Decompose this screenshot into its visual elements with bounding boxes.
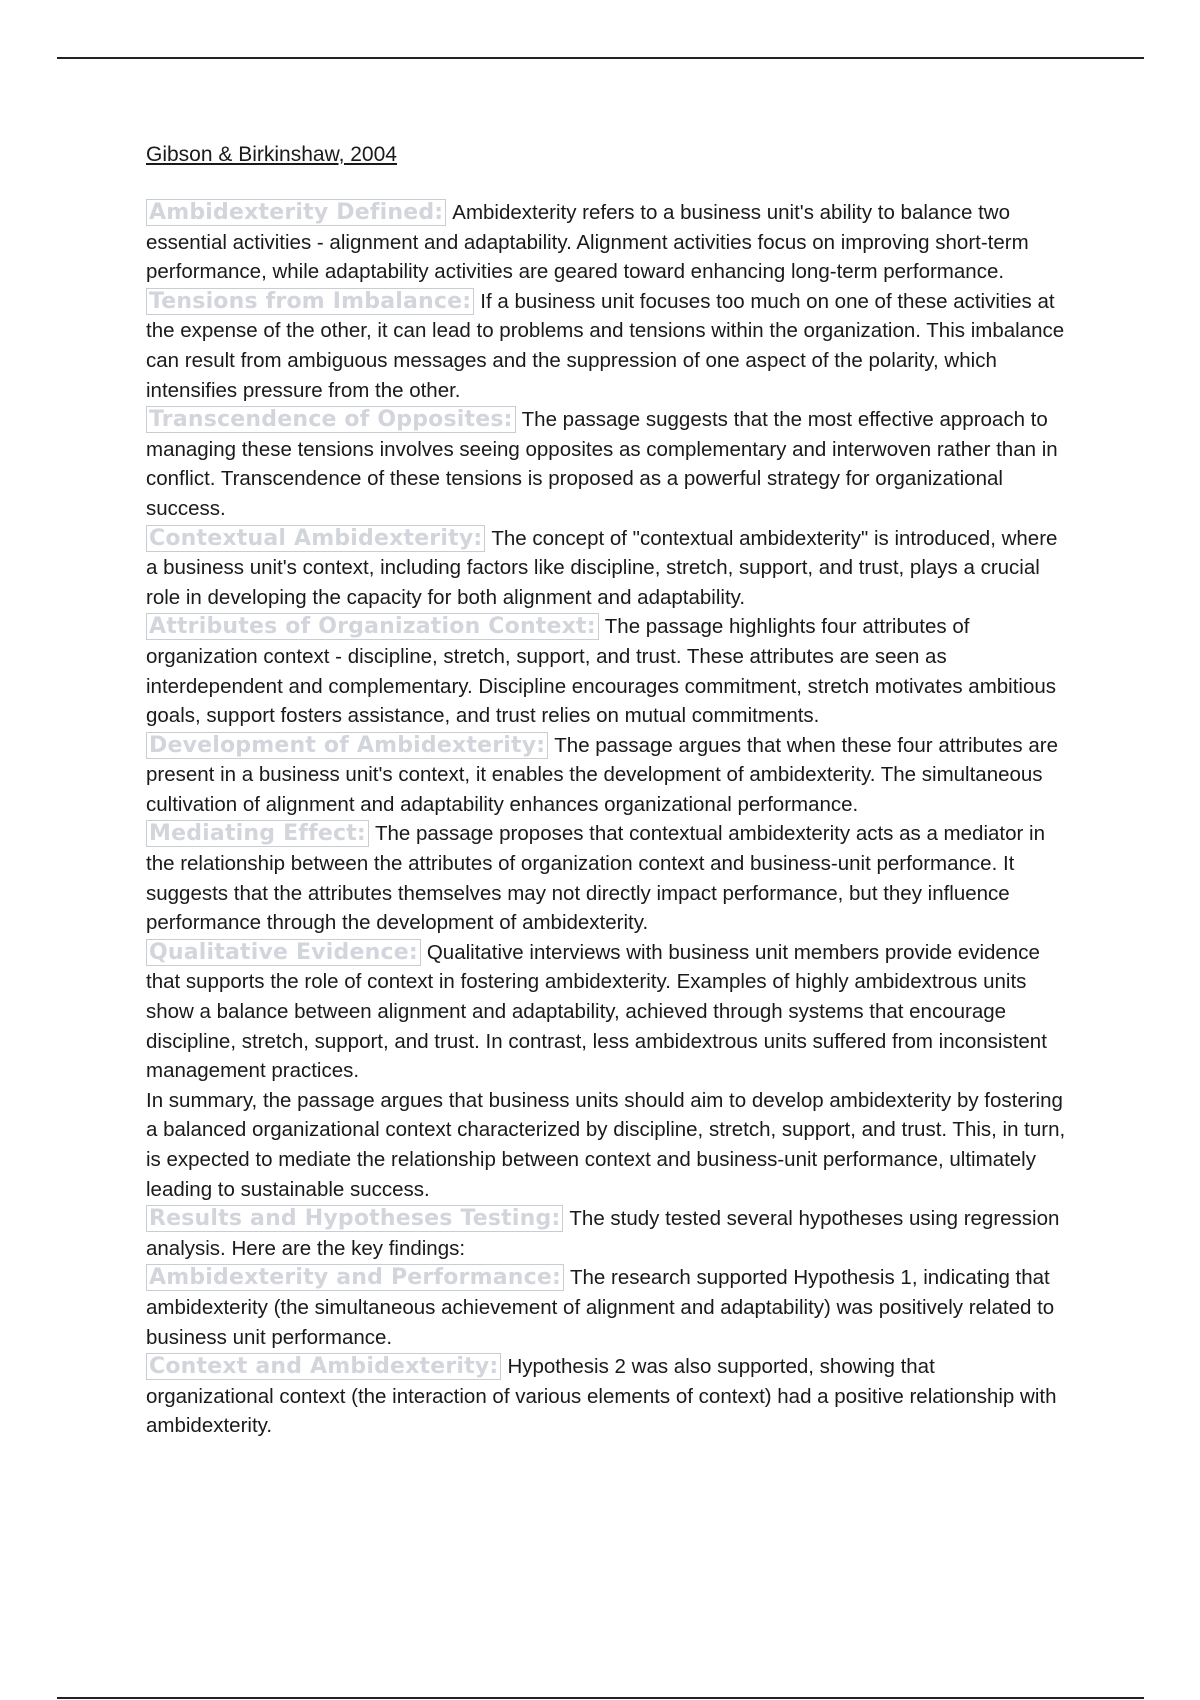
section-ambidexterity-defined (146, 198, 1066, 287)
section-heading: Context and Ambidexterity: (146, 1353, 501, 1380)
section-transcendence-of-opposites (146, 405, 1066, 523)
section-heading: Contextual Ambidexterity: (146, 525, 485, 552)
section-context-and-ambidexterity (146, 1352, 1066, 1441)
section-heading: Ambidexterity and Performance: (146, 1264, 564, 1291)
bottom-rule (57, 1697, 1144, 1699)
section-ambidexterity-and-performance (146, 1263, 1066, 1352)
section-text: Ambidexterity refers to a business unit's ability to balance two essential activities - alignment and adaptability. Alignment activities focus on improving short-term performance, while adaptability activities are geared toward enhancing long-term performance. (146, 201, 1029, 284)
section-text: The passage argues that when these four attributes are present in a business unit's context, it enables the development of ambidexterity. The simultaneous cultivation of alignment and adaptability enhances organizational performance. (146, 733, 1058, 816)
section-heading: Tensions from Imbalance: (146, 288, 474, 315)
section-attributes-of-organization-context (146, 612, 1066, 730)
section-heading: Results and Hypotheses Testing: (146, 1205, 563, 1232)
section-tensions-from-imbalance (146, 287, 1066, 405)
section-results-and-hypotheses-testing (146, 1204, 1066, 1263)
document-body (146, 140, 1066, 1441)
section-development-of-ambidexterity (146, 731, 1066, 820)
section-text: Qualitative interviews with business unit members provide evidence that supports the role of context in fostering ambidexterity. Examples of highly ambidextrous units show a balance between alignment and adaptability, achieved through systems that encourage discipline, stretch, support, and trust. In contrast, less ambidextrous units suffered from inconsistent management practices. (146, 940, 1047, 1083)
section-text: In summary, the passage argues that business units should aim to develop ambidexterity by fostering a balanced organizational context characterized by discipline, stretch, support, and trust. This, in turn, is expected to mediate the relationship between context and business-unit performance, ultimately leading to sustainable success. (146, 1088, 1066, 1201)
section-text: The study tested several hypotheses using regression analysis. Here are the key findings: (146, 1207, 1060, 1260)
section-text: The research supported Hypothesis 1, indicating that ambidexterity (the simultaneous achievement of alignment and adaptability) was positively related to business unit performance. (146, 1266, 1055, 1349)
section-text: The passage highlights four attributes of organization context - discipline, stretch, support, and trust. These attributes are seen as interdependent and complementary. Discipline encourages commitment, stretch motivates ambitious goals, support fosters assistance, and trust relies on mutual commitments. (146, 615, 1057, 728)
section-text: The concept of "contextual ambidexterity" is introduced, where a business unit's context, including factors like discipline, stretch, support, and trust, plays a crucial role in developing the capacity for both alignment and adaptability. (146, 526, 1058, 609)
section-heading: Ambidexterity Defined: (146, 199, 446, 226)
section-heading: Attributes of Organization Context: (146, 613, 599, 640)
section-text: Hypothesis 2 was also supported, showing that organizational context (the interaction of various elements of context) had a positive relationship with ambidexterity. (146, 1355, 1057, 1438)
section-text: The passage suggests that the most effective approach to managing these tensions involves seeing opposites as complementary and interwoven rather than in conflict. Transcendence of these tensions is proposed as a powerful strategy for organizational success. (146, 408, 1058, 520)
summary-paragraph (146, 1086, 1066, 1204)
top-rule (57, 57, 1144, 59)
section-qualitative-evidence (146, 938, 1066, 1086)
section-heading: Transcendence of Opposites: (146, 406, 516, 433)
section-heading: Mediating Effect: (146, 820, 369, 847)
section-contextual-ambidexterity (146, 524, 1066, 613)
section-heading: Qualitative Evidence: (146, 939, 421, 966)
section-text: The passage proposes that contextual ambidexterity acts as a mediator in the relationship between the attributes of organization context and business-unit performance. It suggests that the attributes themselves may not directly impact performance, but they influence performance through the development of ambidexterity. (146, 822, 1045, 935)
section-heading: Development of Ambidexterity: (146, 732, 548, 759)
section-mediating-effect (146, 819, 1066, 937)
citation: Gibson & Birkinshaw, 2004 (146, 143, 397, 166)
section-text: If a business unit focuses too much on one of these activities at the expense of the other, it can lead to problems and tensions within the organization. This imbalance can result from ambiguous messages and the suppression of one aspect of the polarity, which intensifies pressure from the other. (146, 289, 1065, 402)
